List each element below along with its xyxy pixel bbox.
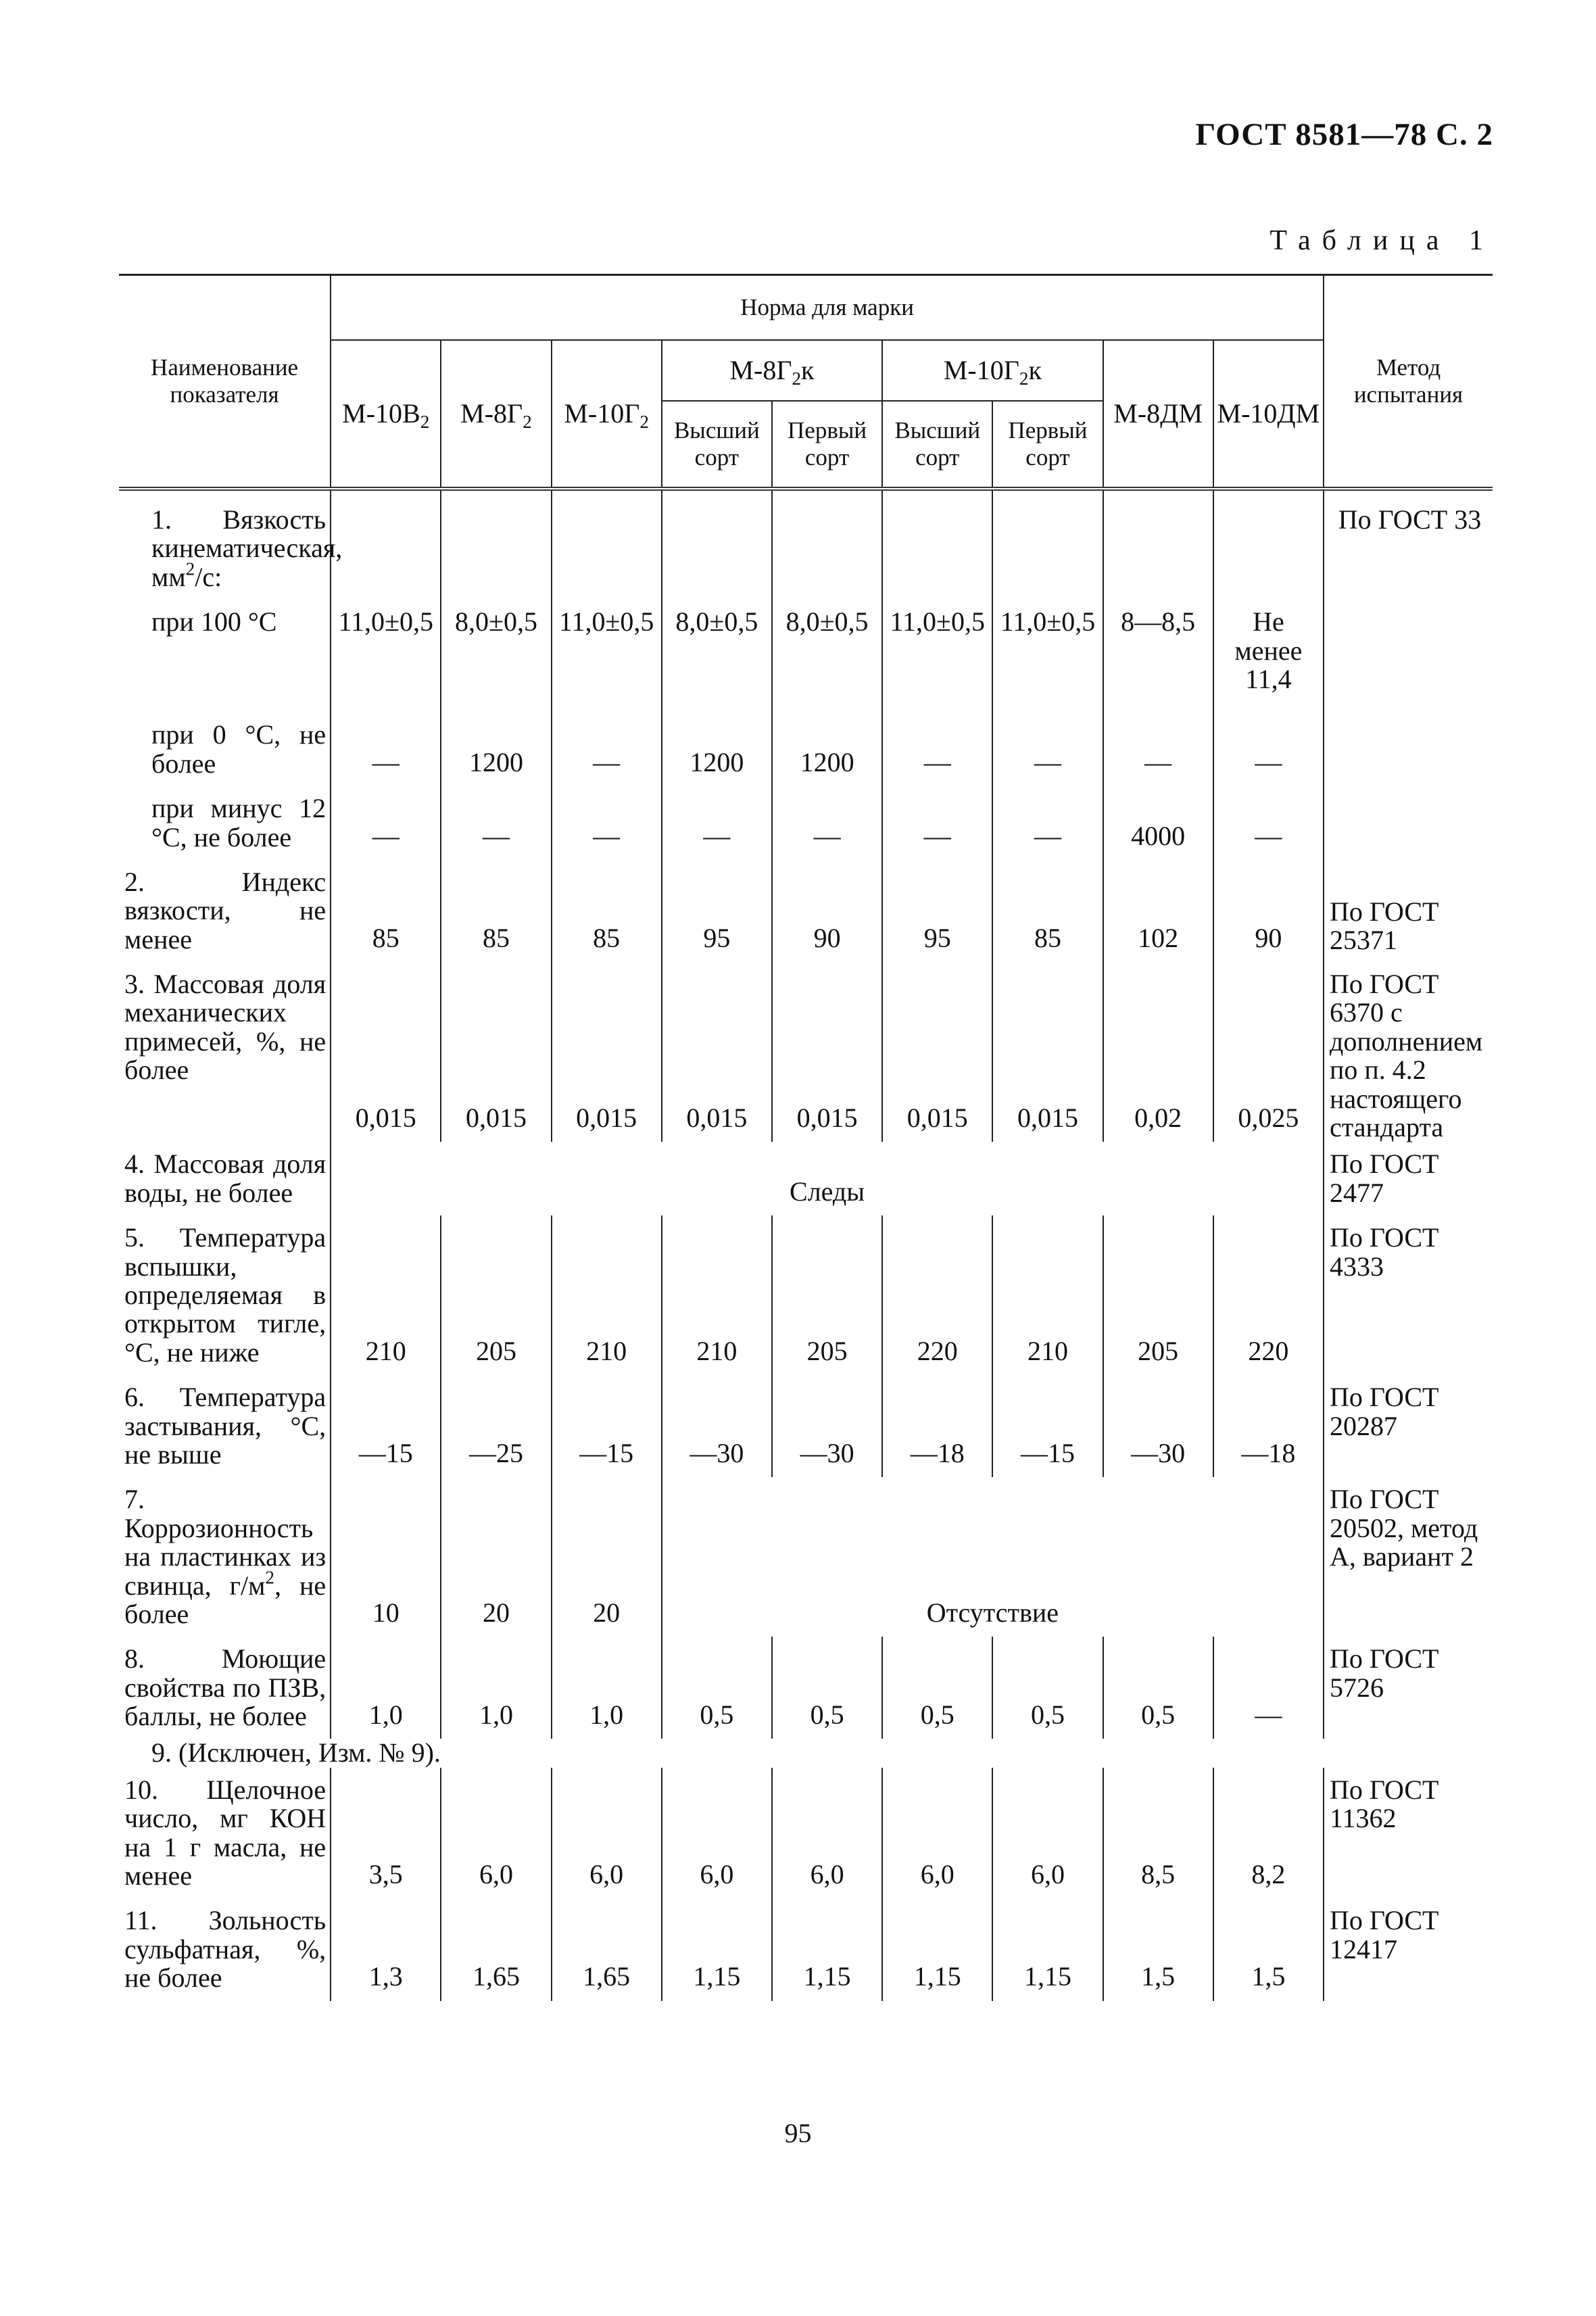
page-number: 95 [784, 2118, 812, 2148]
row-method: По ГОСТ 11362 [1324, 1768, 1493, 1899]
table-cell: 0,5 [772, 1637, 882, 1739]
table-cell: — [882, 703, 992, 786]
table-cell: —18 [882, 1375, 992, 1477]
table-cell: 8,0±0,5 [662, 600, 772, 703]
table-cell: — [552, 786, 662, 860]
table-cell: 205 [441, 1215, 551, 1375]
table-cell: 8,0±0,5 [441, 600, 551, 703]
header-sort-first: Первый сорт [772, 401, 882, 489]
table-row [119, 703, 1493, 786]
table-cell: — [1213, 1637, 1324, 1739]
table-cell: — [992, 786, 1103, 860]
table-cell: 205 [772, 1215, 882, 1375]
row-name: 3. Массовая доля механических примесей, %, не более [119, 962, 331, 1142]
table-cell: — [1103, 703, 1213, 786]
table-cell-span: Следы [790, 1176, 865, 1207]
table-cell: 85 [372, 922, 400, 953]
header-grade-m10v2: $М-10В_2$ [331, 340, 441, 489]
table-row [119, 600, 1493, 703]
table-cell: 85 [441, 860, 551, 962]
row-method: По ГОСТ 2477 [1324, 1142, 1493, 1215]
row-method: По ГОСТ 33 [1324, 489, 1493, 600]
table-cell: 0,015 [355, 1103, 416, 1134]
table-caption: Таблица 1 [1269, 225, 1495, 256]
table-row [119, 1142, 1493, 1215]
table-cell: —15 [992, 1375, 1103, 1477]
table-cell: 10 [372, 1597, 400, 1628]
table-cell: 1,3 [368, 1961, 403, 1992]
table-cell: 1,0 [552, 1637, 662, 1739]
table-cell: 102 [1103, 860, 1213, 962]
table-cell: 20 [552, 1477, 662, 1637]
header-sort-higher: Высший сорт [882, 401, 992, 489]
table-cell: 8,5 [1103, 1768, 1213, 1899]
table-cell: 6,0 [882, 1768, 992, 1899]
table-cell: 6,0 [992, 1768, 1103, 1899]
table-cell: 95 [882, 860, 992, 962]
header-grade-m10g2k: $М-10Г_2к$ [882, 340, 1103, 401]
table-cell: 6,0 [552, 1768, 662, 1899]
table-cell: 210 [992, 1215, 1103, 1375]
table-cell: 1,65 [552, 1898, 662, 2000]
row-name: 1. Вязкость кинематическая, $мм^2/с$: [119, 489, 331, 600]
table-cell: 210 [552, 1215, 662, 1375]
table-cell: — [772, 786, 882, 860]
table-row [119, 962, 1493, 1142]
table-cell: 4000 [1103, 786, 1213, 860]
table-cell: 8,0±0,5 [772, 600, 882, 703]
table-cell: 6,0 [662, 1768, 772, 1899]
table-cell: —30 [1103, 1375, 1213, 1477]
header-grade-m10g2: $М-10Г_2$ [552, 340, 662, 489]
table-cell: 0,5 [882, 1637, 992, 1739]
table-row [119, 1739, 1493, 1767]
table-cell: 1,15 [882, 1898, 992, 2000]
table-cell: 11,0±0,5 [552, 600, 662, 703]
table-cell: 1,5 [1213, 1898, 1324, 2000]
table-cell: 1,5 [1103, 1898, 1213, 2000]
table-cell: 1,0 [441, 1637, 551, 1739]
header-grade-m8dm: М-8ДМ [1103, 340, 1213, 489]
table-row [119, 860, 1493, 962]
header-sort-higher: Высший сорт [662, 401, 772, 489]
table-cell: 90 [1213, 860, 1324, 962]
specification-table [119, 274, 1493, 2001]
table-cell: 85 [552, 860, 662, 962]
table-cell: — [1213, 786, 1324, 860]
table-cell: 1,65 [441, 1898, 551, 2000]
row-method: По ГОСТ 5726 [1324, 1637, 1493, 1739]
table-row [119, 1477, 1493, 1637]
row-name: 5. Температура вспышки, определяемая в открытом тигле, °С, не ниже [119, 1215, 331, 1375]
table-cell: 85 [992, 860, 1103, 962]
table-cell: 11,0±0,5 [882, 600, 992, 703]
row-name: 11. Зольность сульфатная, %, не более [119, 1898, 331, 2000]
header-indicator: Наименование показателя [119, 275, 331, 489]
row-excluded: 9. (Исключен, Изм. № 9). [151, 1737, 441, 1768]
table-cell: 1,15 [662, 1898, 772, 2000]
row-name: при 100 °С [119, 600, 331, 703]
header-norm-group: Норма для марки [331, 275, 1324, 341]
header-sort-first: Первый сорт [992, 401, 1103, 489]
table-cell: 220 [1213, 1215, 1324, 1375]
table-cell: 0,015 [552, 962, 662, 1142]
table-cell: 0,015 [772, 962, 882, 1142]
table-cell: 0,025 [1213, 962, 1324, 1142]
table-cell: —25 [441, 1375, 551, 1477]
table-cell: 95 [662, 860, 772, 962]
table-cell: 1200 [441, 703, 551, 786]
table-cell: — [1213, 703, 1324, 786]
table-cell: 0,5 [1103, 1637, 1213, 1739]
table-row [119, 1637, 1493, 1739]
table-row [119, 489, 1493, 600]
table-row [119, 1768, 1493, 1899]
table-cell: — [992, 703, 1103, 786]
table-cell: 0,015 [441, 962, 551, 1142]
table-cell: —15 [358, 1437, 413, 1468]
table-cell: 6,0 [441, 1768, 551, 1899]
table-cell: 1,15 [992, 1898, 1103, 2000]
table-cell: — [552, 703, 662, 786]
table-cell: 210 [662, 1215, 772, 1375]
table-row [119, 786, 1493, 860]
page-header: ГОСТ 8581—78 С. 2 [1195, 117, 1493, 152]
row-name: при минус 12 °С, не более [119, 786, 331, 860]
row-name: 2. Индекс вязкости, не менее [119, 860, 331, 962]
table-cell: 220 [882, 1215, 992, 1375]
table-cell: 0,5 [992, 1637, 1103, 1739]
table-cell: 6,0 [772, 1768, 882, 1899]
header-grade-m8g2: $М-8Г_2$ [441, 340, 551, 489]
row-method: По ГОСТ 25371 [1324, 860, 1493, 962]
row-name: 8. Моющие свойства по ПЗВ, баллы, не более [119, 1637, 331, 1739]
table-cell: 0,015 [882, 962, 992, 1142]
table-cell: Не менее 11,4 [1213, 600, 1324, 703]
row-name: 7. Коррозионность на пластинках из свинца, $г/м^2$, не более [119, 1477, 331, 1637]
row-method: По ГОСТ 12417 [1324, 1898, 1493, 2000]
table-cell: — [662, 786, 772, 860]
table-cell: 3,5 [368, 1859, 403, 1890]
table-cell: 0,02 [1103, 962, 1213, 1142]
header-grade-m10dm: М-10ДМ [1213, 340, 1324, 489]
table-cell: 0,015 [662, 962, 772, 1142]
row-name: при 0 °С, не более [119, 703, 331, 786]
table-cell: 11,0±0,5 [992, 600, 1103, 703]
row-method: По ГОСТ 6370 с дополнением по п. 4.2 настоящего стандарта [1324, 962, 1493, 1142]
header-grade-m8g2k: $М-8Г_2к$ [662, 340, 882, 401]
table-cell: 90 [772, 860, 882, 962]
table-row [119, 1898, 1493, 2000]
table-cell: 8—8,5 [1103, 600, 1213, 703]
table-cell: 205 [1103, 1215, 1213, 1375]
table-cell: — [441, 786, 551, 860]
table-cell-span: Отсутствие [662, 1477, 1324, 1637]
table-row [119, 1375, 1493, 1477]
table-cell: 210 [365, 1335, 406, 1366]
row-method: По ГОСТ 20502, метод А, вариант 2 [1324, 1477, 1493, 1637]
table-cell: 0,015 [992, 962, 1103, 1142]
row-method: По ГОСТ 4333 [1324, 1215, 1493, 1375]
table-cell: — [372, 746, 400, 777]
table-cell: — [372, 820, 400, 851]
table-cell: —18 [1213, 1375, 1324, 1477]
table-cell: — [882, 786, 992, 860]
row-method: По ГОСТ 20287 [1324, 1375, 1493, 1477]
table-cell: —15 [552, 1375, 662, 1477]
table-cell: 11,0±0,5 [338, 606, 433, 637]
table-cell: —30 [662, 1375, 772, 1477]
table-cell: 1200 [662, 703, 772, 786]
table-cell: 0,5 [662, 1637, 772, 1739]
table-cell: 1200 [772, 703, 882, 786]
row-name: 4. Массовая доля воды, не более [119, 1142, 331, 1215]
table-row [119, 1215, 1493, 1375]
table-cell: 1,0 [368, 1699, 403, 1731]
row-name: 6. Температура застывания, °С, не выше [119, 1375, 331, 1477]
table-cell: 8,2 [1213, 1768, 1324, 1899]
header-method: Метод испытания [1324, 275, 1493, 489]
row-name: 10. Щелочное число, мг КОН на 1 г масла, не менее [119, 1768, 331, 1899]
table-cell: —30 [772, 1375, 882, 1477]
table-cell: 1,15 [772, 1898, 882, 2000]
table-cell: 20 [441, 1477, 551, 1637]
